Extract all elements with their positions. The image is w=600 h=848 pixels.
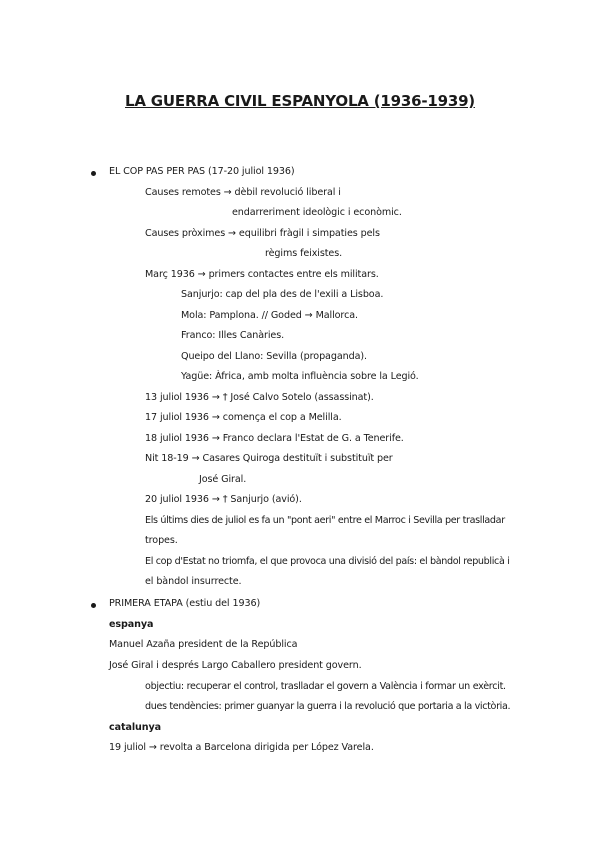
text-line: Causes pròximes → equilibri fràgil i simpaties pels	[145, 228, 380, 239]
text-line: Els últims dies de juliol es fa un "pont aeri" entre el Marroc i Sevilla per traslladar	[145, 515, 505, 526]
text-line: 20 juliol 1936 → † Sanjurjo (avió).	[145, 494, 302, 505]
text-line: Manuel Azaña president de la República	[109, 639, 298, 650]
text-line: Sanjurjo: cap del pla des de l'exili a Lisboa.	[181, 289, 384, 300]
document-title: LA GUERRA CIVIL ESPANYOLA (1936-1939)	[125, 92, 475, 110]
subheading-catalunya: catalunya	[109, 722, 161, 733]
section-heading-1: EL COP PAS PER PAS (17-20 juliol 1936)	[109, 166, 295, 177]
bullet-1	[91, 171, 96, 176]
text-line: 13 juliol 1936 → † José Calvo Sotelo (assassinat).	[145, 392, 374, 403]
bullet-2	[91, 603, 96, 608]
text-line: Causes remotes → dèbil revolució liberal i	[145, 187, 341, 198]
text-line: Franco: Illes Canàries.	[181, 330, 285, 341]
text-line: Queipo del Llano: Sevilla (propaganda).	[181, 351, 367, 362]
text-line: José Giral i després Largo Caballero president govern.	[109, 660, 362, 671]
subheading-espanya: espanya	[109, 619, 154, 630]
text-line: tropes.	[145, 535, 178, 546]
text-line: Yagüe: Àfrica, amb molta influència sobre la Legió.	[181, 371, 419, 382]
text-line: Mola: Pamplona. // Goded → Mallorca.	[181, 310, 358, 321]
text-line: Març 1936 → primers contactes entre els militars.	[145, 269, 379, 280]
text-line: 17 juliol 1936 → comença el cop a Melilla.	[145, 412, 342, 423]
text-line: José Giral.	[199, 474, 247, 485]
text-line: 18 juliol 1936 → Franco declara l'Estat de G. a Tenerife.	[145, 433, 404, 444]
section-heading-2: PRIMERA ETAPA (estiu del 1936)	[109, 598, 261, 609]
text-line: Nit 18-19 → Casares Quiroga destituït i substituït per	[145, 453, 393, 464]
text-line: 19 juliol → revolta a Barcelona dirigida per López Varela.	[109, 742, 374, 753]
text-line: dues tendències: primer guanyar la guerra i la revolució que portaria a la victòria.	[145, 701, 511, 712]
text-line: el bàndol insurrecte.	[145, 576, 242, 587]
text-line: règims feixistes.	[265, 248, 343, 259]
text-line: endarreriment ideològic i econòmic.	[232, 207, 402, 218]
text-line: objectiu: recuperar el control, traslladar el govern a València i formar un exèrcit.	[145, 681, 506, 692]
text-line: El cop d'Estat no triomfa, el que provoca una divisió del país: el bàndol republicà i	[145, 556, 510, 567]
